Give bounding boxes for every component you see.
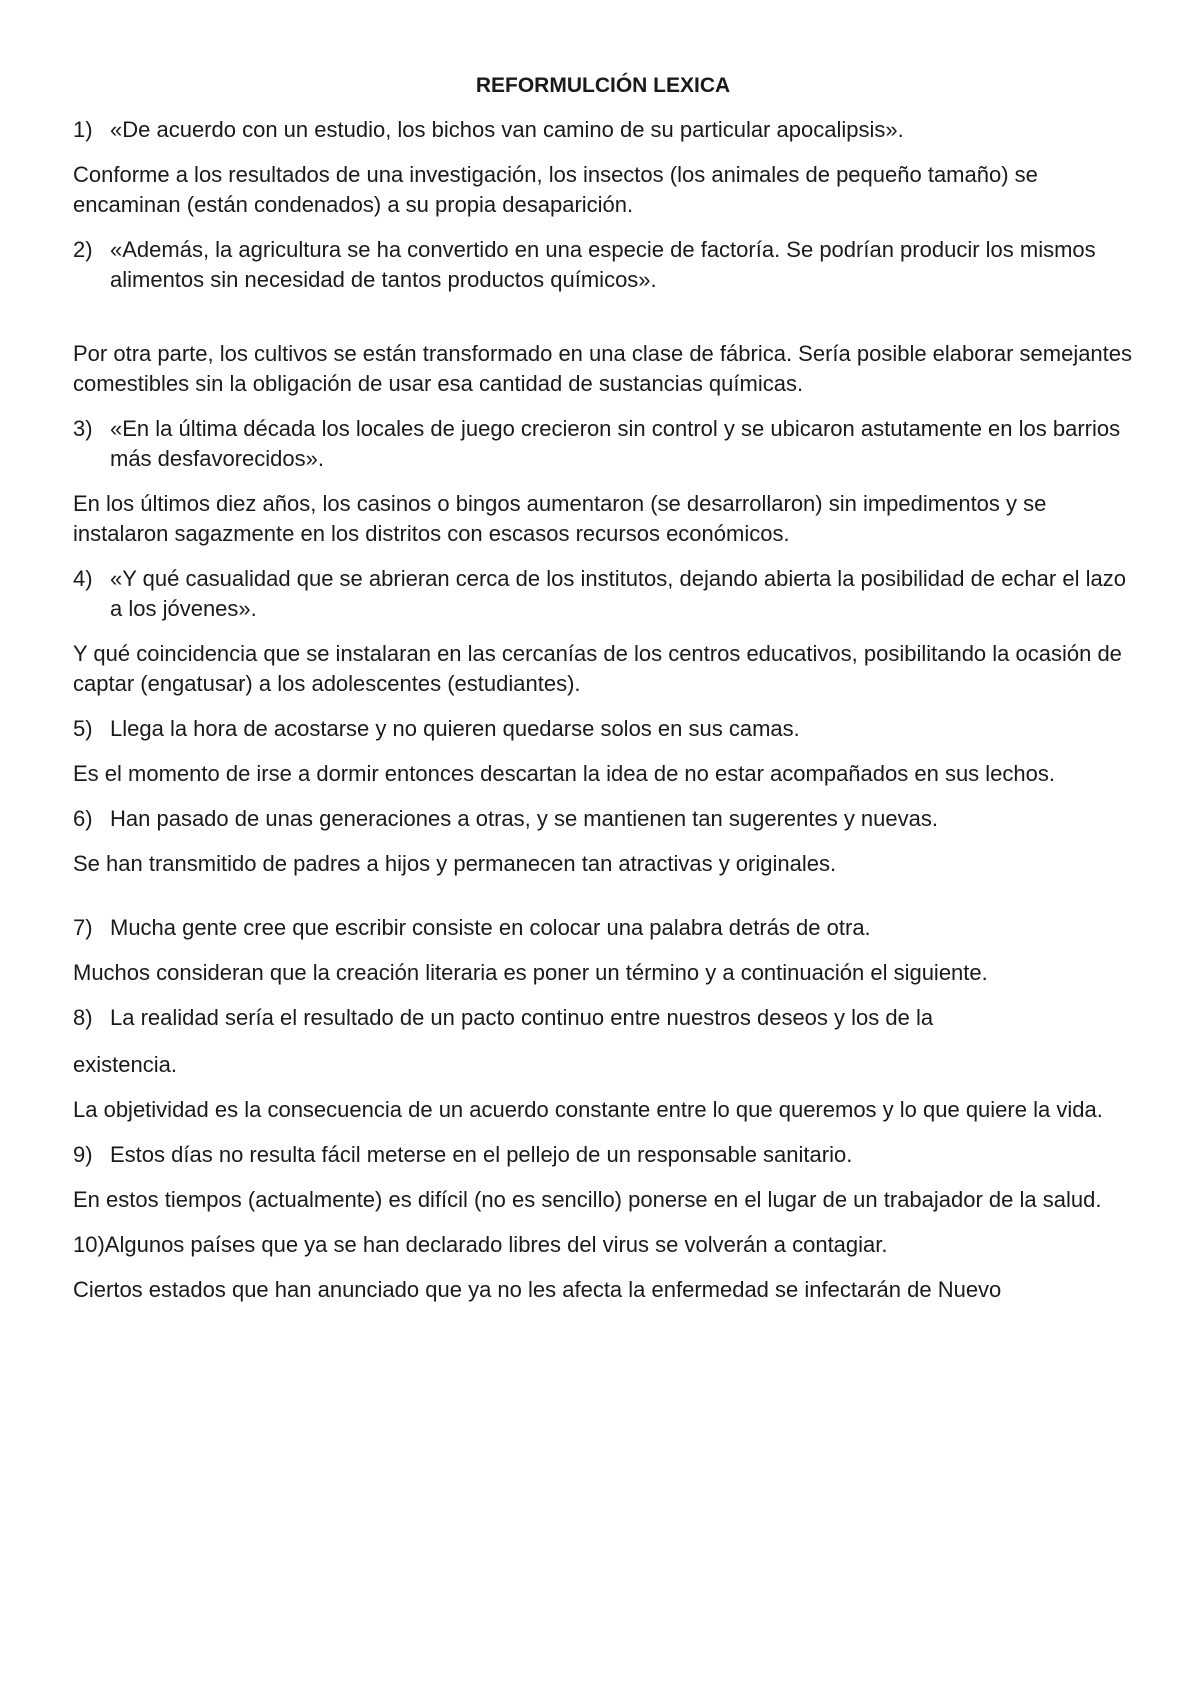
item-number: 5) [73, 716, 93, 741]
original-text: Llega la hora de acostarse y no quieren quedarse solos en sus camas. [110, 716, 800, 741]
item-number: 6) [73, 806, 93, 831]
original-text: Han pasado de unas generaciones a otras, y se mantienen tan sugerentes y nuevas. [110, 806, 938, 831]
original-text: Estos días no resulta fácil meterse en el pellejo de un responsable sanitario. [110, 1142, 853, 1167]
original-sentence-4 [73, 564, 1133, 624]
original-text: «Además, la agricultura se ha convertido en una especie de factoría. Se podrían producir los mismos alimentos sin necesidad de tantos productos químicos». [110, 237, 1096, 292]
original-sentence-2 [73, 235, 1133, 295]
original-sentence-6 [73, 804, 1133, 834]
reformulation-6: Se han transmitido de padres a hijos y permanecen tan atractivas y originales. [73, 851, 837, 876]
item-number: 3) [73, 416, 93, 441]
original-sentence-3 [73, 414, 1133, 474]
reformulation-9: En estos tiempos (actualmente) es difícil (no es sencillo) ponerse en el lugar de un trabajador de la salud. [73, 1187, 1102, 1212]
reformulation-10: Ciertos estados que han anunciado que ya no les afecta la enfermedad se infectarán de Nuevo [73, 1277, 1002, 1302]
item-number: 10) [73, 1232, 105, 1257]
original-sentence-10 [73, 1230, 1133, 1260]
item-number: 2) [73, 237, 93, 262]
reformulation-7: Muchos consideran que la creación literaria es poner un término y a continuación el siguiente. [73, 960, 988, 985]
reformulation-3: En los últimos diez años, los casinos o bingos aumentaron (se desarrollaron) sin impedimentos y se instalaron sagazmente en los distritos con escasos recursos económicos. [73, 491, 1047, 546]
original-text: Algunos países que ya se han declarado libres del virus se volverán a contagiar. [104, 1232, 888, 1257]
original-text: «En la última década los locales de juego crecieron sin control y se ubicaron astutamente en los barrios más desfavorecidos». [110, 416, 1121, 471]
original-sentence-8 [73, 1003, 1133, 1033]
document-page [73, 71, 1133, 1320]
original-sentence-7 [73, 913, 1133, 943]
original-text: Mucha gente cree que escribir consiste en colocar una palabra detrás de otra. [110, 915, 871, 940]
original-text: «Y qué casualidad que se abrieran cerca de los institutos, dejando abierta la posibilidad de echar el lazo a los jóvenes». [110, 566, 1126, 621]
item-number: 8) [73, 1005, 93, 1030]
reformulation-8: La objetividad es la consecuencia de un acuerdo constante entre lo que queremos y lo que quiere la vida. [73, 1097, 1103, 1122]
item-number: 4) [73, 566, 93, 591]
reformulation-2: Por otra parte, los cultivos se están transformado en una clase de fábrica. Sería posible elaborar semejantes comestibles sin la obligación de usar esa cantidad de sustancias químicas. [73, 341, 1133, 396]
original-sentence-8-continuation: existencia. [73, 1052, 177, 1077]
reformulation-1: Conforme a los resultados de una investigación, los insectos (los animales de pequeño tamaño) se encaminan (están condenados) a su propia desaparición. [73, 162, 1038, 217]
original-text: La realidad sería el resultado de un pacto continuo entre nuestros deseos y los de la [110, 1005, 934, 1030]
item-number: 1) [73, 117, 93, 142]
document-title: REFORMULCIÓN LEXICA [475, 74, 731, 97]
item-number: 9) [73, 1142, 93, 1167]
original-sentence-5 [73, 714, 1133, 744]
reformulation-4: Y qué coincidencia que se instalaran en las cercanías de los centros educativos, posibilitando la ocasión de captar (engatusar) a los adolescentes (estudiantes). [73, 641, 1122, 696]
reformulation-5: Es el momento de irse a dormir entonces descartan la idea de no estar acompañados en sus lechos. [73, 761, 1055, 786]
item-number: 7) [73, 915, 93, 940]
original-sentence-9 [73, 1140, 1133, 1170]
original-text: «De acuerdo con un estudio, los bichos van camino de su particular apocalipsis». [110, 117, 904, 142]
original-sentence-1 [73, 115, 1133, 145]
